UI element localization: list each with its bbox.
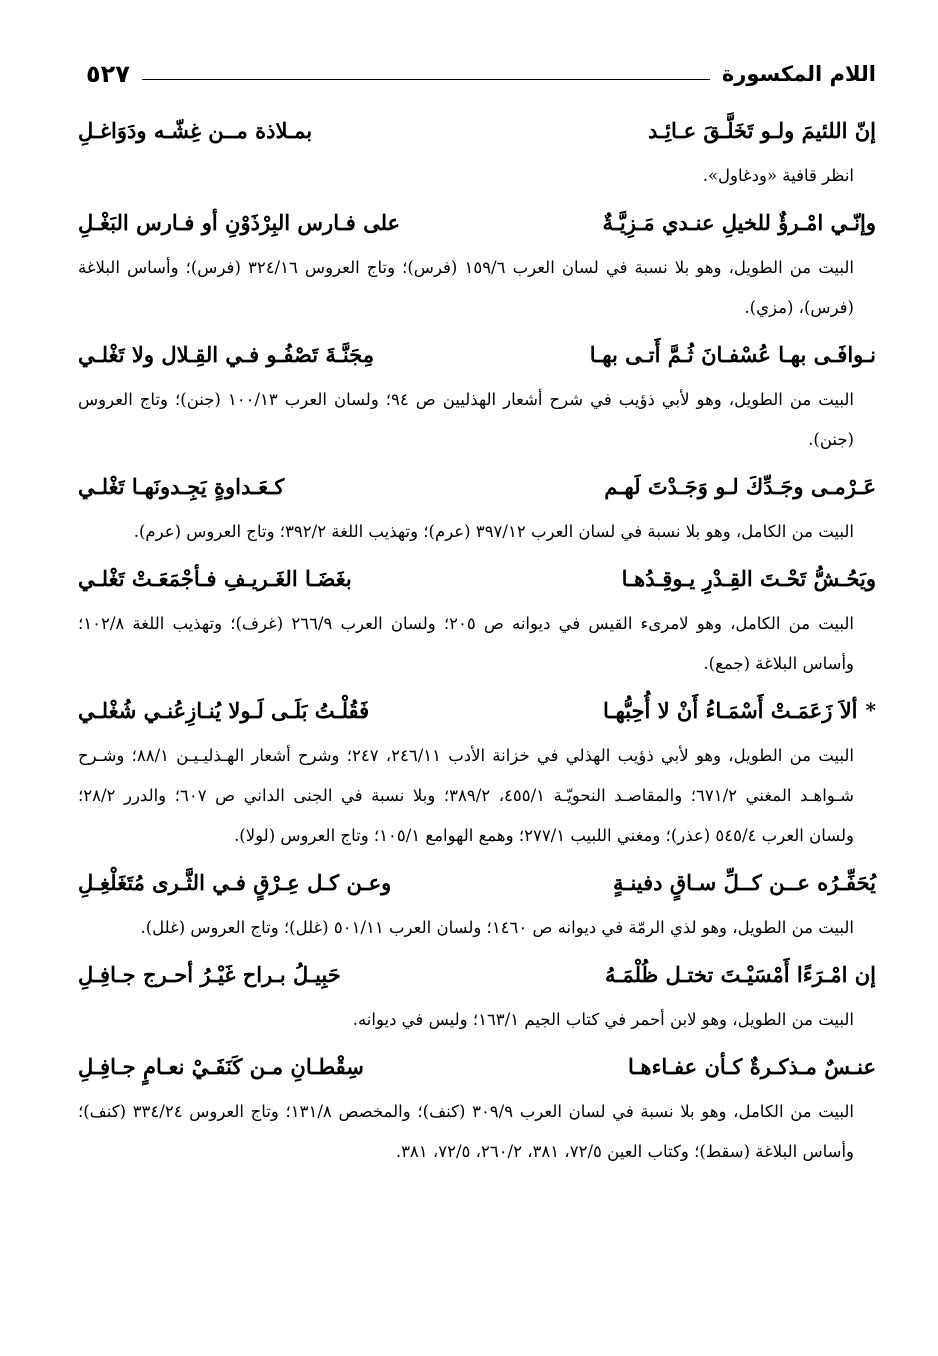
first-hemistich: ويَحُـشُّ تَحْـتَ القِـدْرِ يـوقِـدُهـا [621,565,876,591]
citation-note: البيت من الكامل، وهو بلا نسبة في لسان العرب ٣٩٧/١٢ (عرم)؛ وتهذيب اللغة ٣٩٢/٢؛ وتاج العروس (عرم). [133,522,854,541]
second-hemistich: بغَضَـا الغَـريـفِ فـأجْمَعَـتْ تَغْلـي [78,565,352,591]
verse-line [78,460,876,512]
verse-line [78,684,876,736]
first-hemistich: يُحَفِّـرُه عــن كــلِّ سـاقٍ دفينـةٍ [613,869,876,895]
verse-entry [78,328,876,460]
citation-note: البيت من الطويل، وهو بلا نسبة في لسان العرب ١٥٩/٦ (فرس)؛ وتاج العروس ٣٢٤/١٦ (فرس)؛ وأساس البلاغة (فرس)، (مزي). [78,258,854,317]
citation-note: البيت من الطويل، وهو لابن أحمر في كتاب الجيم ١٦٣/١؛ وليس في ديوانه. [352,1010,854,1029]
header-rule [142,79,710,80]
running-head [86,54,876,94]
second-hemistich: بمـلاذة مــن غِشّـه ودَوَاغـلِ [78,117,313,143]
first-hemistich: نـوافَـى بهـا عُسْفـانَ ثُـمَّ أَتـى بهـا [589,341,876,367]
second-hemistich: مِجَنَّـةَ تَصْفُـو فـي القِـلال ولا تَغْلـي [78,341,374,367]
verse-line [78,328,876,380]
verse-entry [78,856,876,948]
verse-entry [78,460,876,552]
verse-entry [78,196,876,328]
first-hemistich: ألاَ زَعَمَـتْ أَسْمَـاءُ أَنْ لا أُحِبُّهـا [602,697,858,723]
verse-line [78,104,876,156]
first-hemistich: عَـرْمـى وجَـدِّكَ لـو وَجَـدْتَ لَهـم [604,473,876,499]
second-hemistich: كـعَـداوةٍ يَجِـدونَهـا تَغْلـي [78,473,285,499]
second-hemistich: فَقُلْـتُ بَلَـى لَـولا يُنـازِعُنـي شُغْلـي [78,697,370,723]
verse-entry [78,684,876,856]
verse-line [78,196,876,248]
citation-note: انظر قافية «ودغاول». [702,166,854,185]
citation-note: البيت من الكامل، وهو بلا نسبة في لسان العرب ٣٠٩/٩ (كنف)؛ والمخصص ١٣١/٨؛ وتاج العروس ٣٣٤/٢٤ (كنف)؛ وأساس البلاغة (سقط)؛ وكتاب العين ٧٢/٥، ٣٨١، ٢٦٠/٢، ٧٢/٥، ٣٨١. [78,1102,855,1161]
second-hemistich: سِقْطـانِ مـن كَنَفَـيْ نعـامٍ جـافِـلِ [78,1053,364,1079]
verse-entry [78,104,876,196]
first-hemistich-group [603,698,876,723]
verse-line [78,552,876,604]
page-body [78,104,876,1172]
citation-note: البيت من الطويل، وهو لذي الرمّة في ديوانه ص ١٤٦٠؛ ولسان العرب ٥٠١/١١ (غلل)؛ وتاج العروس (غلل). [140,918,854,937]
citation-note: البيت من الكامل، وهو لامرىء القيس في ديوانه ص ٢٠٥؛ ولسان العرب ٢٦٦/٩ (غرف)؛ وتهذيب اللغة ١٠٢/٨؛ وأساس البلاغة (جمع). [78,614,854,673]
verse-entry [78,1040,876,1172]
chapter-title: اللام المكسورة [721,62,876,86]
second-hemistich: حَبِيـلُ بـراح غَيْـرُ أحـرج جـافِـلِ [78,961,341,987]
asterisk-marker: * [865,698,876,722]
first-hemistich: عنـسٌ مـذكـرةٌ كـأن عفـاءهـا [627,1053,876,1079]
verse-line [78,948,876,1000]
first-hemistich: وإنّـي امْـرؤٌ للخيلِ عنـدي مَـزِيَّـةٌ [602,209,876,235]
second-hemistich: وعـن كـل عِـرْقٍ فـي الثَّـرى مُتَغَلْغِـلِ [78,869,392,895]
verse-line [78,1040,876,1092]
verse-line [78,856,876,908]
page-number: ٥٢٧ [86,60,130,88]
verse-entry [78,948,876,1040]
second-hemistich: على فـارس البِرْذَوْنِ أو فـارس البَغْـلِ [78,209,401,235]
citation-note: البيت من الطويل، وهو لأبي ذؤيب الهذلي في خزانة الأدب ٢٤٦/١١، ٢٤٧؛ وشرح أشعار الهـذليـيـن ٨٨/١؛ وشـرح شـواهـد المغني ٦٧١/٢؛ والمقاصـد النحويّـة ٤٥٥/١، ٣٨٩/٢؛ وبلا نسبة في الجنى الداني ص ٦٠٧؛ والدرر ٢٨/٢؛ ولسان العرب ٥٤٥/٤ (عذر)؛ ومغني اللبيب ٢٧٧/١؛ وهمع الهوامع ١٠٥/١؛ وتاج العروس (لولا). [78,746,854,845]
citation-note: البيت من الطويل، وهو لأبي ذؤيب في شرح أشعار الهذليين ص ٩٤؛ ولسان العرب ١٠٠/١٣ (جنن)؛ وتاج العروس (جنن). [78,390,854,449]
first-hemistich: إن امْـرَءًا أَمْسَيْـتَ تختـل ظُلْمَـهُ [605,961,876,987]
first-hemistich: إنّ اللئيمَ ولـو تَخَلَّـقَ عـائِـد [648,117,876,143]
verse-entry [78,552,876,684]
